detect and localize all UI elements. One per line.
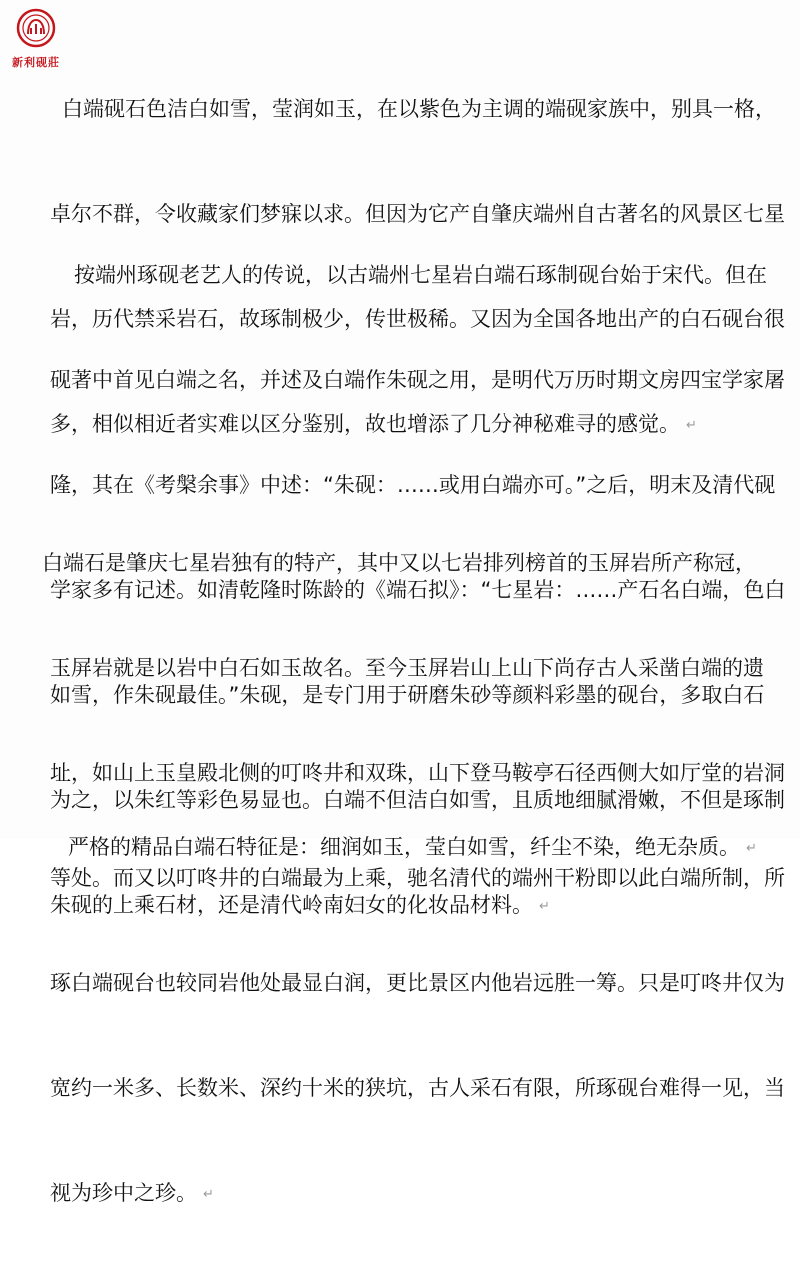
text-line: 琢白端砚台也较同岩他处最显白润，更比景区内他岩远胜一筹。只是叮咚井仅为 xyxy=(50,971,785,995)
text-line: 址，如山上玉皇殿北侧的叮咚井和双珠，山下登马鞍亭石径西侧大如厅堂的岩洞 xyxy=(50,761,785,785)
paragraph-mark: ↵ xyxy=(746,841,757,856)
logo-text: 新利砚莊 xyxy=(12,56,60,69)
paragraph-4 xyxy=(0,760,800,935)
text-line: 隆，其在《考槃余事》中述：“朱砚：……或用白端亦可。”之后，明末及清代砚 xyxy=(50,473,776,497)
paragraph-mark: ↵ xyxy=(203,1187,214,1202)
text-line: 岩，历代禁采岩石，故琢制极少，传世极稀。又因为全国各地出产的白石砚台很 xyxy=(50,307,785,331)
text-line-content: 多，相似相近者实难以区分鉴别，故也增添了几分神秘难寻的感觉。 xyxy=(50,412,680,436)
text-line: 砚著中首见白端之名，并述及白端作朱砚之用，是明代万历时期文房四宝学家屠 xyxy=(50,368,785,392)
text-line: 为之，以朱红等彩色易显也。白端不但洁白如雪，且质地细腻滑嫩，不但是琢制 xyxy=(50,788,785,812)
text-line: 宽约一米多、长数米、深约十米的狭坑，古人采石有限，所琢砚台难得一见，当 xyxy=(50,1076,785,1100)
text-line: 白端砚石色洁白如雪，莹润如玉，在以紫色为主调的端砚家族中，别具一格， xyxy=(62,97,776,121)
text-line: 等处。而又以叮咚井的白端最为上乘，驰名清代的端州干粉即以此白端所制，所 xyxy=(50,866,785,890)
text-line: 学家多有记述。如清乾隆时陈龄的《端石拟》：“七星岩：……产石名白端，色白 xyxy=(50,578,786,602)
text-line: 玉屏岩就是以岩中白石如玉故名。至今玉屏岩山上山下尚存古人采凿白端的遗 xyxy=(50,656,764,680)
text-line: 如雪，作朱砚最佳。”朱砚，是专门用于研磨朱砂等颜料彩墨的砚台，多取白石 xyxy=(50,683,765,707)
text-line xyxy=(0,1176,800,1211)
paragraph-mark: ↵ xyxy=(539,899,550,914)
text-line: 卓尔不群，令收藏家们梦寐以求。但因为它产自肇庆端州自古著名的风景区七星 xyxy=(50,202,785,226)
text-line-content: 朱砚的上乘石材，还是清代岭南妇女的化妆品材料。 xyxy=(50,893,533,917)
paragraph-mark: ↵ xyxy=(686,418,697,433)
text-line-content: 严格的精品白端石特征是：细润如玉，莹白如雪，纤尘不染，绝无杂质。 xyxy=(68,835,740,859)
text-line-content: 视为珍中之珍。 xyxy=(50,1181,197,1205)
text-line: 白端石是肇庆七星岩独有的特产，其中又以七岩排列榜首的玉屏岩所产称冠， xyxy=(42,551,756,575)
text-line xyxy=(0,830,800,865)
text-line: 按端州琢砚老艺人的传说，以古端州七星岩白端石琢制砚台始于宋代。但在 xyxy=(74,263,767,287)
